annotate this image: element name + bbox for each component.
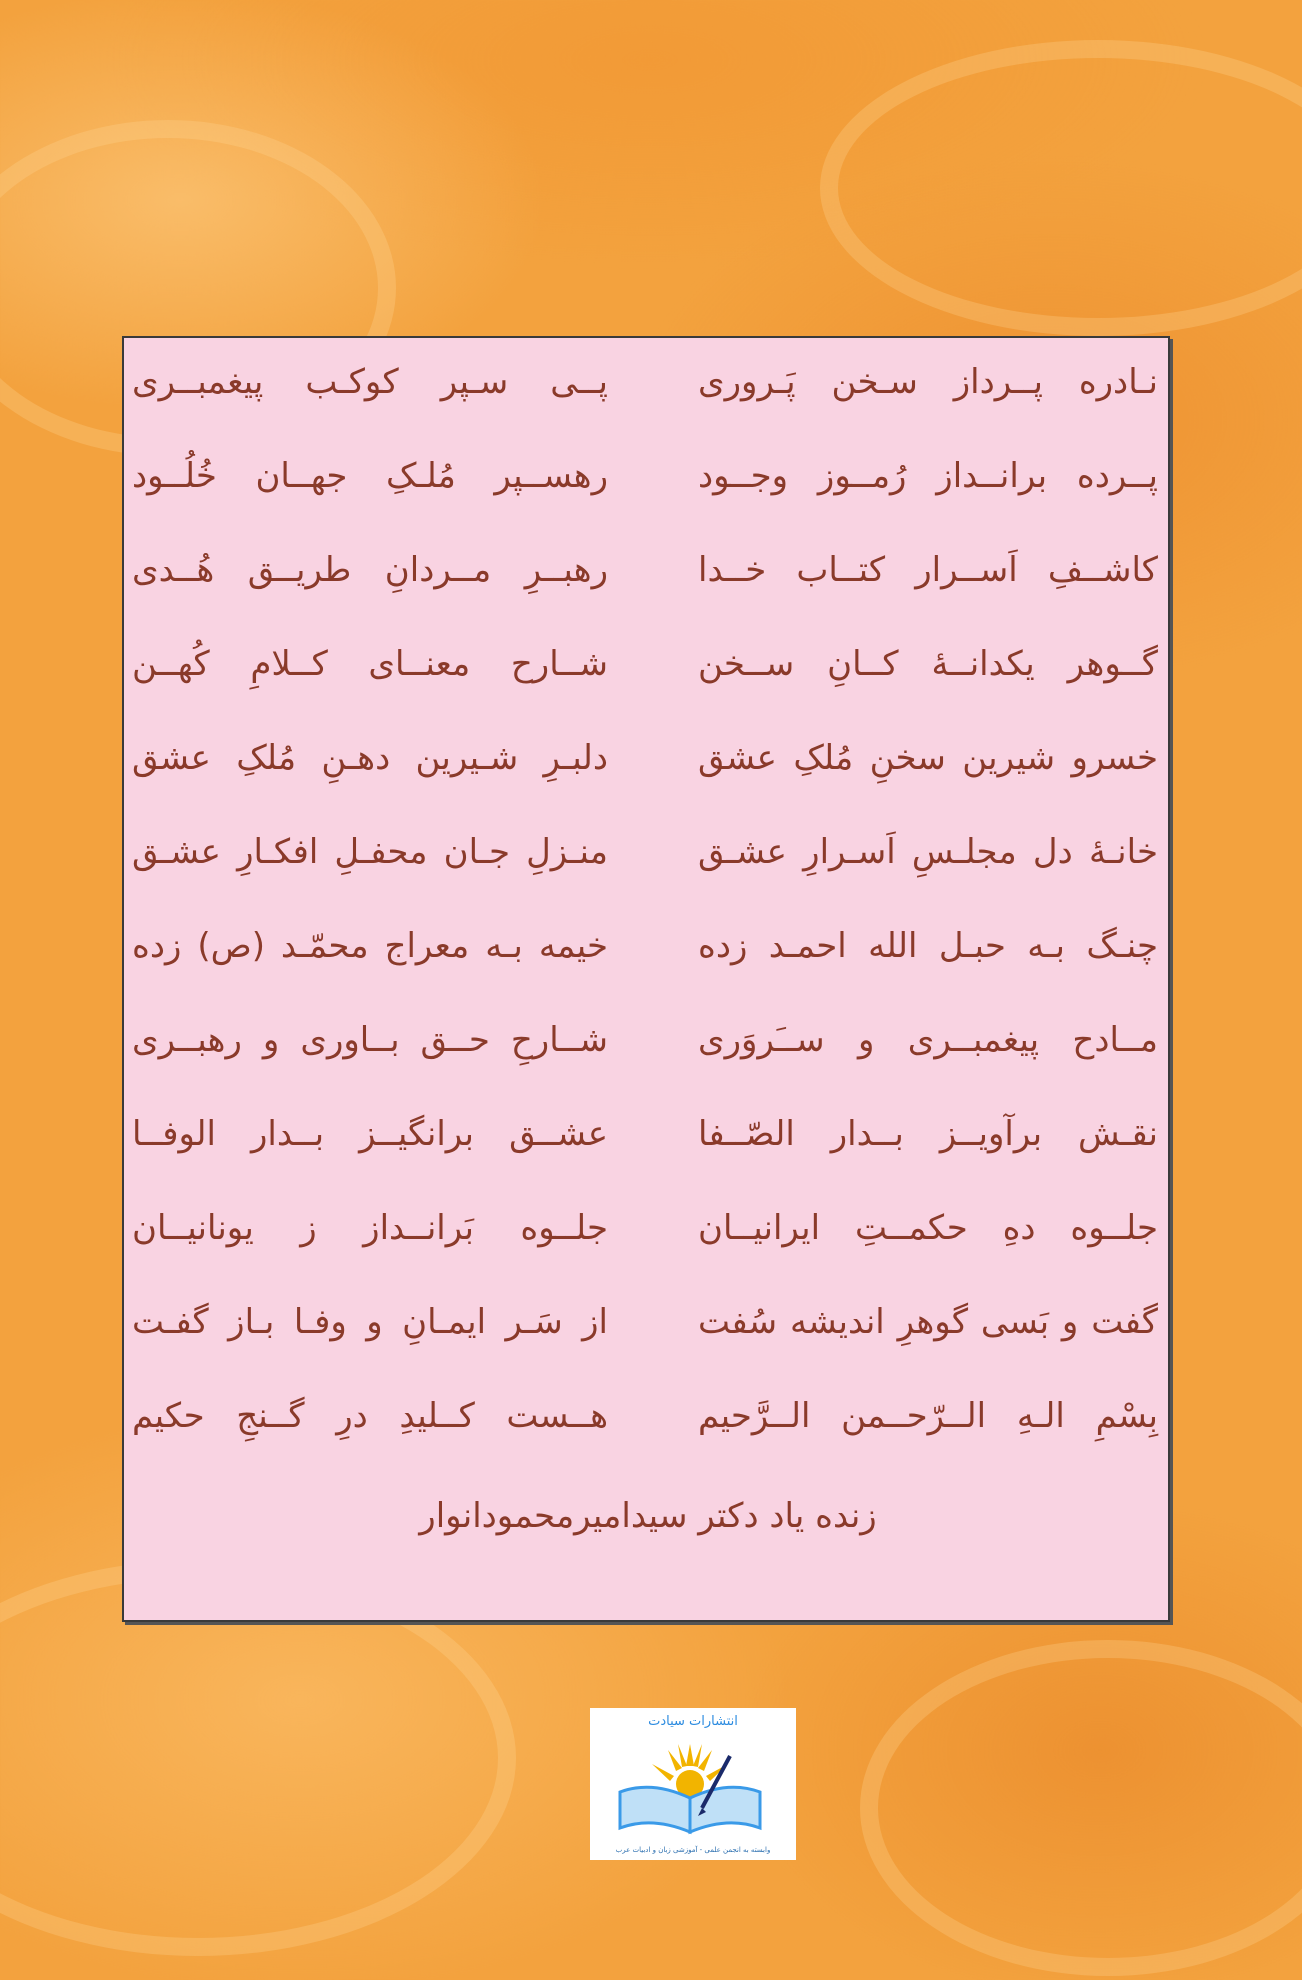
hemistich-left: عشــق برانگیــز بــدار الوفــا bbox=[132, 1114, 608, 1154]
hemistich-right: جلــوه دهِ حکمــتِ ایرانیــان bbox=[698, 1208, 1158, 1248]
verse-row bbox=[120, 1008, 1168, 1072]
hemistich-left: رهبــرِ مــردانِ طریــق هُــدی bbox=[132, 550, 608, 590]
verse-row bbox=[120, 444, 1168, 508]
book-sun-icon bbox=[590, 1708, 796, 1860]
background-swirl bbox=[860, 1640, 1302, 1976]
verse-row bbox=[120, 632, 1168, 696]
hemistich-right: پــرده برانــداز رُمــوز وجــود bbox=[698, 456, 1158, 496]
hemistich-right: گــوهر یکدانــهٔ کــانِ ســخن bbox=[698, 644, 1158, 684]
hemistich-right: کاشــفِ اَســرار کتــاب خــدا bbox=[698, 550, 1158, 590]
poem-box bbox=[122, 336, 1170, 1622]
publisher-logo bbox=[590, 1708, 796, 1860]
hemistich-left: دلبـرِ شـیرین دهـنِ مُلکِ عشق bbox=[132, 738, 608, 778]
logo-subtitle: وابسته به انجمن علمی - آموزشی زبان و ادبیات عرب bbox=[615, 1846, 771, 1854]
verse-row bbox=[120, 820, 1168, 884]
hemistich-left: رهســپر مُلـکِ جهــان خُلُــود bbox=[132, 456, 608, 496]
hemistich-left: خیمه بـه معراج محمّـد (ص) زده bbox=[132, 926, 608, 966]
logo-title: انتشارات سیادت bbox=[648, 1714, 738, 1729]
hemistich-right: گفت و بَسی گوهرِ اندیشه سُفت bbox=[698, 1302, 1158, 1342]
hemistich-left: از سَـر ایمـانِ و وفـا بـاز گفـت bbox=[132, 1302, 608, 1342]
hemistich-right: خسرو شیرین سخنِ مُلکِ عشق bbox=[698, 738, 1158, 778]
hemistich-left: پــی سـپر کوکـب پیغمبــری bbox=[132, 362, 608, 402]
signature: زنده یاد دکتر سیدامیرمحمودانوار bbox=[419, 1496, 877, 1536]
verse-row bbox=[120, 1102, 1168, 1166]
verse-row bbox=[120, 538, 1168, 602]
hemistich-left: شــارحِ حــق بــاوری و رهبــری bbox=[132, 1020, 608, 1060]
verse-row bbox=[120, 1290, 1168, 1354]
verse-row bbox=[120, 726, 1168, 790]
verse-row bbox=[120, 1196, 1168, 1260]
hemistich-left: هــست کــلیدِ درِ گــنجِ حکیم bbox=[132, 1396, 608, 1436]
hemistich-left: شــارح معنــای کــلامِ کُهــن bbox=[132, 644, 608, 684]
hemistich-right: بِسْمِ الـهِ الــرّحــمن الــرَّحیم bbox=[698, 1396, 1158, 1436]
verse-row bbox=[120, 914, 1168, 978]
verse-row bbox=[120, 350, 1168, 414]
hemistich-right: مــادح پیغمبــری و ســَروَری bbox=[698, 1020, 1158, 1060]
hemistich-left: جلــوه بَرانــداز ز یونانیــان bbox=[132, 1208, 608, 1248]
hemistich-right: خانـهٔ دل مجلـسِ اَسـرارِ عشـق bbox=[698, 832, 1158, 872]
background-swirl bbox=[820, 40, 1302, 336]
hemistich-left: منـزلِ جـان محفـلِ افکـارِ عشـق bbox=[132, 832, 608, 872]
hemistich-right: نقـش برآویــز بــدار الصّــفا bbox=[698, 1114, 1158, 1154]
hemistich-right: چنـگ بـه حبـل الله احمـد زده bbox=[698, 926, 1158, 966]
verse-row bbox=[120, 1384, 1168, 1448]
hemistich-right: نـادره پــرداز سـخن پَـروری bbox=[698, 362, 1158, 402]
